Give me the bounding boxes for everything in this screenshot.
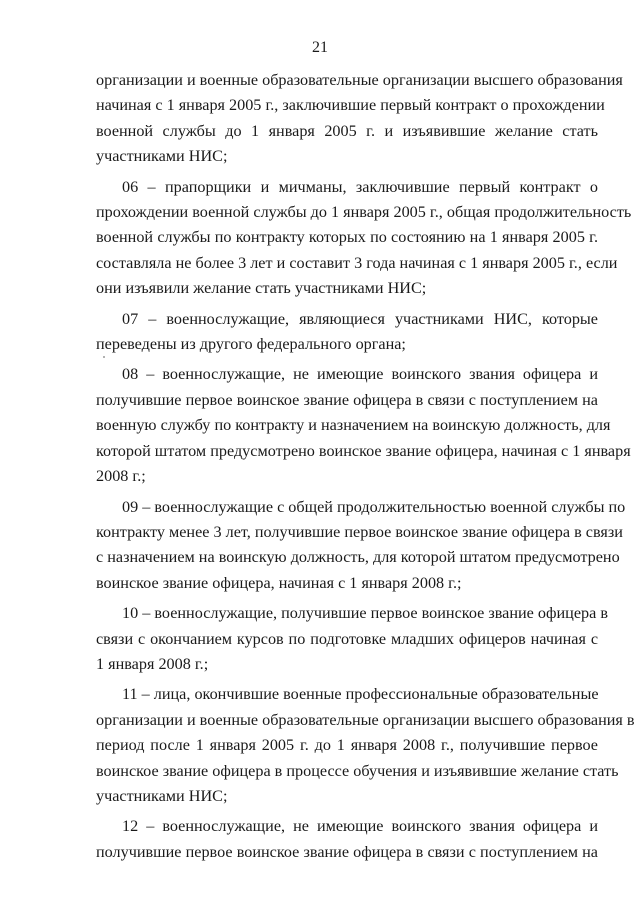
text-line: связи с окончанием курсов по подготовке младших офицеров начиная с [96, 629, 598, 648]
text-line: организации и военные образовательные организации высшего образования [96, 71, 623, 89]
text-line: получившие первое воинское звание офицера в связи с поступлением на [96, 390, 598, 409]
paragraph-item-10 [96, 601, 608, 677]
text-line: которой штатом предусмотрено воинское звание офицера, начиная с 1 января [96, 441, 631, 460]
page-number: 21 [312, 39, 328, 56]
text-line: военную службу по контракту и назначением на воинскую должность, для [96, 416, 611, 435]
text-line: переведены из другого федерального органа; [96, 335, 406, 354]
text-line: 1 января 2008 г.; [96, 654, 209, 673]
text-line: участниками НИС; [96, 147, 228, 166]
document-body [96, 68, 635, 870]
text-line: участниками НИС; [96, 786, 228, 805]
text-line: воинское звание офицера, начиная с 1 января 2008 г.; [96, 573, 462, 592]
text-line: 2008 г.; [96, 467, 146, 486]
text-line: начиная с 1 января 2005 г., заключившие первый контракт о прохождении [96, 96, 605, 115]
paragraph-item-11 [96, 682, 635, 809]
paragraph-item-09 [96, 495, 626, 597]
text-line: 08 – военнослужащие, не имеющие воинского звания офицера и [122, 365, 598, 384]
text-line: контракту менее 3 лет, получившие первое воинское звание офицера в связи [96, 522, 623, 541]
text-line: 11 – лица, окончившие военные профессиональные образовательные [122, 685, 599, 704]
text-line: военной службы до 1 января 2005 г. и изъявившие желание стать [96, 121, 598, 140]
text-line: организации и военные образовательные организации высшего образования в [96, 710, 635, 729]
text-line: с назначением на воинскую должность, для которой штатом предусмотрено [96, 548, 620, 567]
text-line: 10 – военнослужащие, получившие первое воинское звание офицера в [122, 604, 608, 623]
paragraph-item-12 [96, 814, 598, 865]
text-line: 09 – военнослужащие с общей продолжительностью военной службы по [122, 497, 626, 516]
paragraph-item-06 [96, 175, 632, 302]
paragraph-continuation [96, 68, 623, 170]
text-line: получившие первое воинское звание офицера в связи с поступлением на [96, 842, 598, 861]
text-line: они изъявили желание стать участниками НИС; [96, 279, 427, 298]
text-line: воинское звание офицера в процессе обучения и изъявившие желание стать [96, 761, 619, 780]
text-line: прохождении военной службы до 1 января 2005 г., общая продолжительность [96, 203, 632, 222]
paragraph-item-07 [96, 307, 598, 358]
text-line: 12 – военнослужащие, не имеющие воинского звания офицера и [122, 817, 598, 836]
text-line: 07 – военнослужащие, являющиеся участниками НИС, которые [122, 309, 598, 328]
text-line: 06 – прапорщики и мичманы, заключившие первый контракт о [122, 177, 598, 196]
text-line: период после 1 января 2005 г. до 1 января 2008 г., получившие первое [96, 736, 598, 755]
text-line: составляла не более 3 лет и составит 3 года начиная с 1 января 2005 г., если [96, 253, 618, 272]
paragraph-item-08 [96, 362, 631, 489]
text-line: военной службы по контракту которых по состоянию на 1 января 2005 г. [96, 228, 598, 247]
